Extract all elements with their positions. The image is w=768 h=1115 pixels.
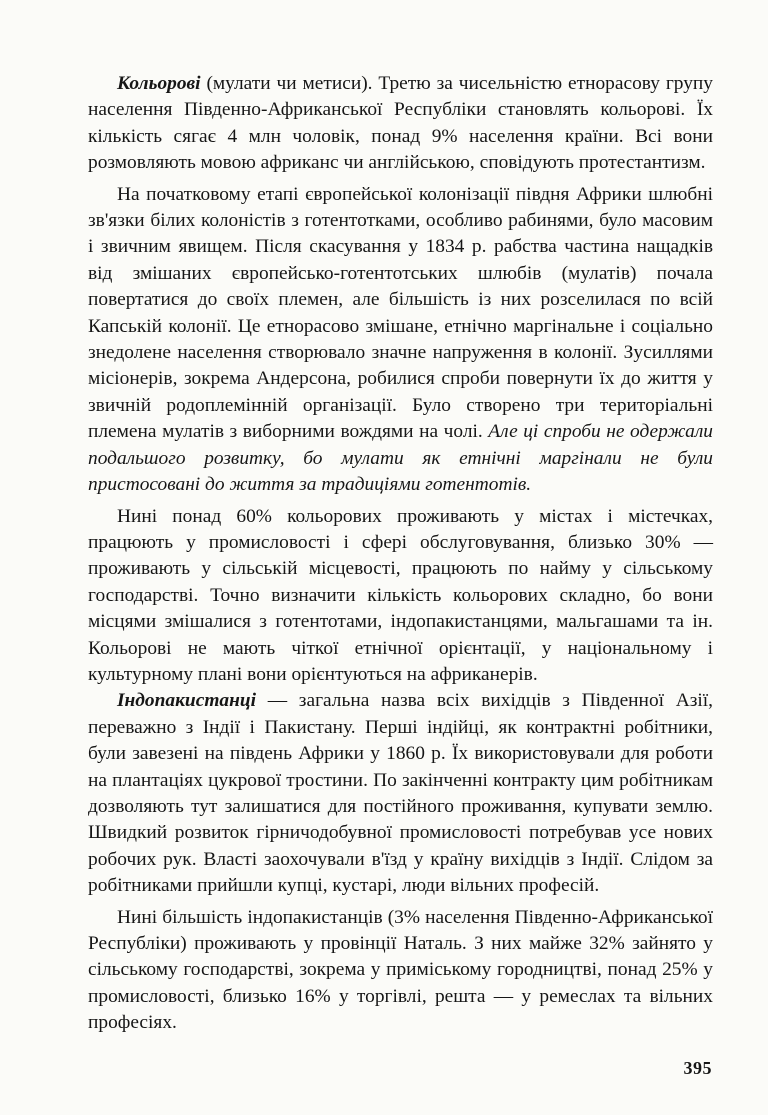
paragraph-text: На початковому етапі європейської колонізації півдня Африки шлюбні зв'язки білих колоністів з готентотками, особливо рабинями, було масовим і звичним явищем. Після скасування у 1834 р. рабства частина нащадків від змішаних європейсько-готентотських шлюбів (мулатів) почала повертатися до своїх племен, але більшість із них розселилася по всій Капській колонії. Це етнорасово змішане, етнічно маргінальне і соціально знедолене населення створювало значне напруження в колонії. Зусиллями місіонерів, зокрема Андерсона, робилися спроби повернути їх до життя у звичній родоплемінній організації. Було створено три територіальні племена мулатів з виборними вождями на чолі. bbox=[88, 183, 713, 443]
paragraph-text: Нині понад 60% кольорових проживають у містах і містечках, працюють у промисловості і сфері обслуговування, близько 30% — проживають у сільській місцевості, працюють по найму у сільському господарстві. Точно визначити кількість кольорових складно, бо вони місцями змішалися з готентотами, індопакистанцями, мальгашами та ін. Кольорові не мають чіткої етнічної орієнтації, у національному і культурному плані вони орієнтуються на африканерів. bbox=[88, 505, 713, 685]
paragraph-text: Нині більшість індопакистанців (3% населення Південно-Африканської Республіки) проживають у провінції Наталь. З них майже 32% зайнято у сільському господарстві, зокрема у приміському городництві, понад 25% у промисловості, близько 16% у торгівлі, решта — у ремеслах та вільних професіях. bbox=[88, 906, 713, 1034]
body-text bbox=[88, 71, 713, 1037]
term-colored: Кольорові bbox=[117, 73, 201, 94]
paragraph-colored-today bbox=[88, 504, 713, 689]
italic-sentence: Але ці спроби не одержали подальшого розвитку, бо мулати як етнічні маргінали не були пристосовані до життя за традиціями готентотів. bbox=[88, 421, 713, 496]
paragraph-text: — загальна назва всіх вихідців з Південної Азії, переважно з Індії і Пакистану. Перші індійці, як контрактні робітники, були завезені на південь Африки у 1860 р. Їх використовували для роботи на плантаціях цукрової тростини. По закінченні контракту цим робітникам дозволяють тут залишатися для постійного проживання, купувати землю. Швидкий розвиток гірничодобувної промисловості потребував усе нових робочих рук. Власті заохочували в'їзд у країну вихідців з Індії. Слідом за робітниками прийшли купці, кустарі, люди вільних професій. bbox=[88, 690, 713, 897]
paragraph-colored-intro bbox=[88, 71, 713, 177]
paragraph-text: (мулати чи метиси). Третю за чисельністю етнорасову групу населення Південно-Африканської Республіки становлять кольорові. Їх кількість сягає 4 млн чоловік, понад 9% населення країни. Всі вони розмовляють мовою африканс чи англійською, сповідують протестантизм. bbox=[88, 73, 713, 174]
paragraph-colonization bbox=[88, 182, 713, 499]
paragraph-indo-pakistani-intro bbox=[88, 688, 713, 899]
page-number: 395 bbox=[683, 1058, 712, 1078]
paragraph-indo-pakistani-today bbox=[88, 905, 713, 1037]
term-indo-pakistani: Індопакистанці bbox=[117, 690, 257, 712]
